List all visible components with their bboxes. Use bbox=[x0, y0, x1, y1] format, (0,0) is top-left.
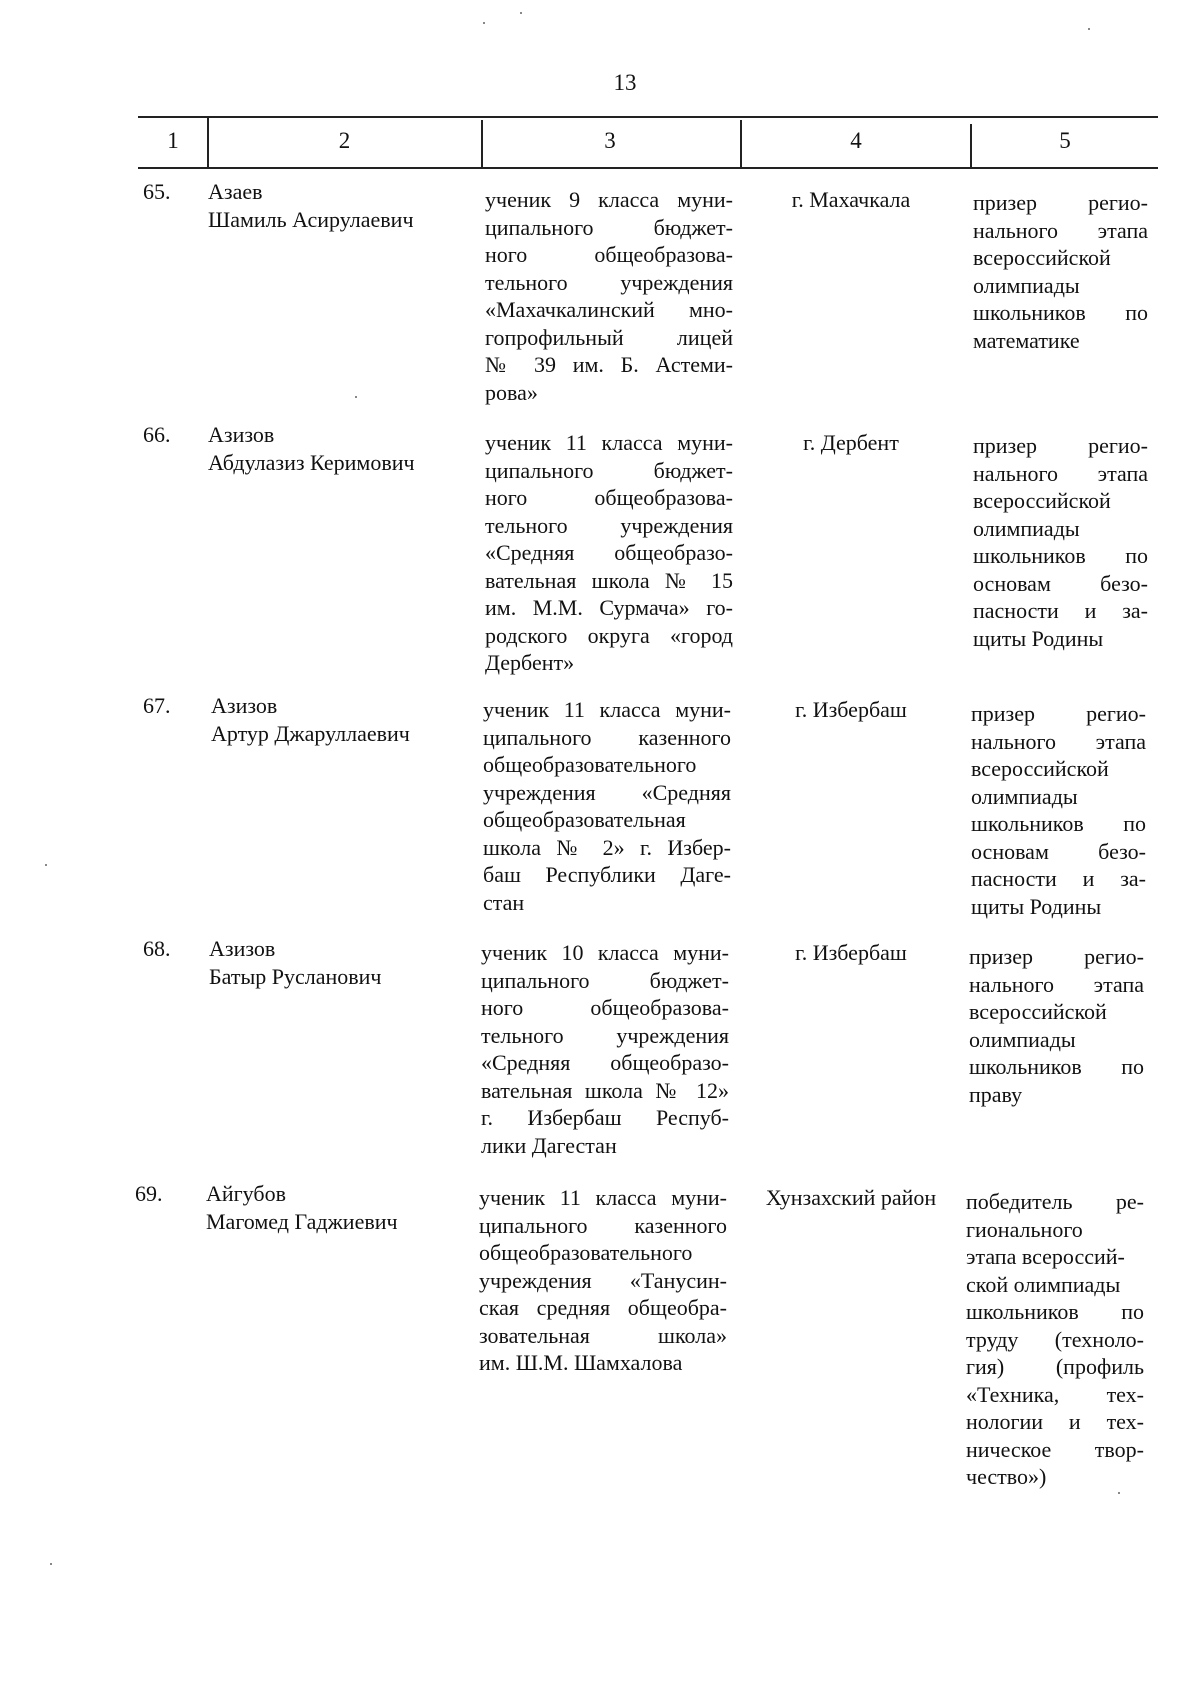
given-names: Шамиль Асирулаевич bbox=[208, 206, 414, 232]
text-line: щиты Родины bbox=[973, 625, 1104, 651]
text-line: тельного учреждения bbox=[481, 1022, 729, 1048]
text-line: всероссийской bbox=[973, 488, 1111, 513]
text-line: «Средняя общеобразо- bbox=[485, 540, 733, 565]
header-divider-1 bbox=[207, 116, 209, 169]
header-col-2: 2 bbox=[338, 128, 351, 153]
text-line: гопрофильный лицей bbox=[485, 324, 733, 350]
award bbox=[969, 943, 1144, 1108]
text-line: им. Ш.М. Шамхалова bbox=[479, 1350, 683, 1375]
text-line: ципального бюджет- bbox=[481, 967, 729, 993]
text-line: пасности и за- bbox=[973, 598, 1148, 623]
text-line: общеобразовательного bbox=[479, 1240, 693, 1265]
student-name bbox=[211, 692, 461, 747]
text-line: основам безо- bbox=[971, 838, 1146, 864]
given-names: Артур Джаруллаевич bbox=[211, 720, 410, 746]
student-name bbox=[206, 1180, 456, 1235]
text-line: олимпиады bbox=[971, 783, 1078, 809]
institution bbox=[485, 429, 733, 677]
text-line: лики Дагестан bbox=[481, 1132, 617, 1158]
scan-speck bbox=[355, 396, 357, 398]
city: г. Махачкала bbox=[791, 187, 911, 212]
surname: Азизов bbox=[209, 936, 276, 961]
city: г. Дербент bbox=[803, 430, 899, 455]
scan-speck bbox=[1118, 1492, 1120, 1494]
award bbox=[971, 700, 1146, 920]
text-line: всероссийской bbox=[969, 999, 1107, 1024]
text-line: ученик 10 класса муни- bbox=[481, 940, 729, 965]
text-line: «Средняя общеобразо- bbox=[481, 1050, 729, 1075]
text-line: всероссийской bbox=[971, 756, 1109, 781]
scan-speck bbox=[483, 22, 485, 24]
header-top-border bbox=[138, 116, 1158, 118]
header-bottom-border bbox=[138, 167, 1158, 169]
text-line: ученик 9 класса муни- bbox=[485, 187, 733, 212]
text-line: № 39 им. Б. Астеми- bbox=[485, 352, 733, 377]
text-line: олимпиады bbox=[973, 272, 1080, 298]
row-number: 65. bbox=[143, 179, 171, 204]
text-line: ципального казенного bbox=[483, 724, 731, 750]
city: г. Избербаш bbox=[795, 940, 907, 965]
award bbox=[973, 432, 1148, 652]
text-line: математике bbox=[973, 327, 1080, 353]
text-line: призер регио- bbox=[973, 433, 1148, 458]
scan-speck bbox=[520, 12, 522, 14]
row-number: 68. bbox=[143, 936, 171, 961]
text-line: «Махачкалинский мно- bbox=[485, 297, 733, 322]
text-line: школа № 2» г. Избер- bbox=[483, 834, 731, 860]
header-divider-3 bbox=[740, 120, 742, 169]
text-line: олимпиады bbox=[973, 515, 1080, 541]
header-col-1: 1 bbox=[167, 128, 179, 153]
header-divider-2 bbox=[481, 120, 483, 169]
text-line: «Техника, тех- bbox=[966, 1381, 1144, 1407]
text-line: ного общеобразова- bbox=[481, 995, 729, 1020]
text-line: призер регио- bbox=[973, 190, 1148, 215]
text-line: ская средняя общеобра- bbox=[479, 1295, 727, 1320]
text-line: труду (техноло- bbox=[966, 1326, 1144, 1352]
text-line: тельного учреждения bbox=[485, 269, 733, 295]
text-line: вательная школа № 15 bbox=[485, 567, 733, 593]
student-name bbox=[209, 935, 459, 990]
text-line: чество») bbox=[966, 1464, 1047, 1489]
text-line: г. Избербаш Респуб- bbox=[481, 1105, 729, 1130]
text-line: ципального бюджет- bbox=[485, 457, 733, 483]
text-line: ципального казенного bbox=[479, 1212, 727, 1238]
text-line: призер регио- bbox=[971, 701, 1146, 726]
text-line: школьников по bbox=[969, 1054, 1144, 1079]
text-line: общеобразовательная bbox=[483, 807, 686, 832]
text-line: баш Республики Даге- bbox=[483, 862, 731, 887]
given-names: Абдулазиз Керимович bbox=[208, 449, 415, 475]
scan-speck bbox=[50, 1563, 52, 1565]
header-col-5: 5 bbox=[1059, 128, 1071, 153]
text-line: родского округа «город bbox=[485, 622, 733, 648]
text-line: основам безо- bbox=[973, 570, 1148, 596]
surname: Азизов bbox=[208, 422, 275, 447]
scan-speck bbox=[45, 864, 47, 866]
text-line: праву bbox=[969, 1081, 1023, 1107]
given-names: Батыр Русланович bbox=[209, 963, 382, 989]
page-number: 13 bbox=[613, 70, 637, 95]
surname: Айгубов bbox=[206, 1181, 286, 1206]
text-line: Дербент» bbox=[485, 650, 575, 675]
text-line: школьников по bbox=[966, 1299, 1144, 1324]
student-name bbox=[208, 178, 458, 233]
city: г. Избербаш bbox=[795, 697, 907, 722]
row-number: 67. bbox=[143, 693, 171, 718]
text-line: ципального бюджет- bbox=[485, 214, 733, 240]
text-line: гия) (профиль bbox=[966, 1354, 1144, 1379]
text-line: школьников по bbox=[971, 811, 1146, 836]
text-line: гионального bbox=[966, 1216, 1083, 1242]
text-line: школьников по bbox=[973, 543, 1148, 568]
text-line: олимпиады bbox=[969, 1026, 1076, 1052]
scan-speck bbox=[1088, 28, 1090, 30]
row-number: 69. bbox=[135, 1181, 163, 1206]
given-names: Магомед Гаджиевич bbox=[206, 1208, 398, 1234]
text-line: нального этапа bbox=[973, 217, 1148, 243]
text-line: ской олимпиады bbox=[966, 1271, 1121, 1297]
text-line: тельного учреждения bbox=[485, 512, 733, 538]
text-line: нального этапа bbox=[969, 971, 1144, 997]
text-line: нологии и тех- bbox=[966, 1409, 1144, 1434]
institution bbox=[479, 1184, 727, 1377]
text-line: учреждения «Танусин- bbox=[479, 1267, 727, 1293]
institution bbox=[481, 939, 729, 1159]
surname: Азизов bbox=[211, 693, 278, 718]
text-line: учреждения «Средняя bbox=[483, 779, 731, 805]
surname: Азаев bbox=[208, 179, 263, 204]
text-line: стан bbox=[483, 889, 525, 915]
text-line: призер регио- bbox=[969, 944, 1144, 969]
award bbox=[973, 189, 1148, 354]
text-line: ученик 11 класса муни- bbox=[485, 430, 733, 455]
text-line: нального этапа bbox=[973, 460, 1148, 486]
header-col-4: 4 bbox=[850, 128, 862, 153]
text-line: школьников по bbox=[973, 300, 1148, 325]
text-line: щиты Родины bbox=[971, 893, 1102, 919]
text-line: общеобразовательного bbox=[483, 752, 697, 777]
text-line: этапа всероссий- bbox=[966, 1244, 1125, 1269]
text-line: рова» bbox=[485, 379, 538, 405]
text-line: победитель ре- bbox=[966, 1189, 1144, 1214]
text-line: нального этапа bbox=[971, 728, 1146, 754]
text-line: вательная школа № 12» bbox=[481, 1077, 729, 1103]
award bbox=[966, 1188, 1144, 1491]
institution bbox=[483, 696, 731, 916]
header-col-3: 3 bbox=[604, 128, 616, 153]
text-line: ническое твор- bbox=[966, 1436, 1144, 1462]
student-name bbox=[208, 421, 458, 476]
text-line: им. М.М. Сурмача» го- bbox=[485, 595, 733, 620]
text-line: ученик 11 класса муни- bbox=[483, 697, 731, 722]
row-number: 66. bbox=[143, 422, 171, 447]
institution bbox=[485, 186, 733, 406]
text-line: всероссийской bbox=[973, 245, 1111, 270]
text-line: ученик 11 класса муни- bbox=[479, 1185, 727, 1210]
text-line: пасности и за- bbox=[971, 866, 1146, 891]
text-line: зовательная школа» bbox=[479, 1322, 727, 1348]
text-line: ного общеобразова- bbox=[485, 485, 733, 510]
text-line: ного общеобразова- bbox=[485, 242, 733, 267]
city: Хунзахский район bbox=[765, 1185, 937, 1210]
header-divider-4 bbox=[970, 124, 972, 169]
